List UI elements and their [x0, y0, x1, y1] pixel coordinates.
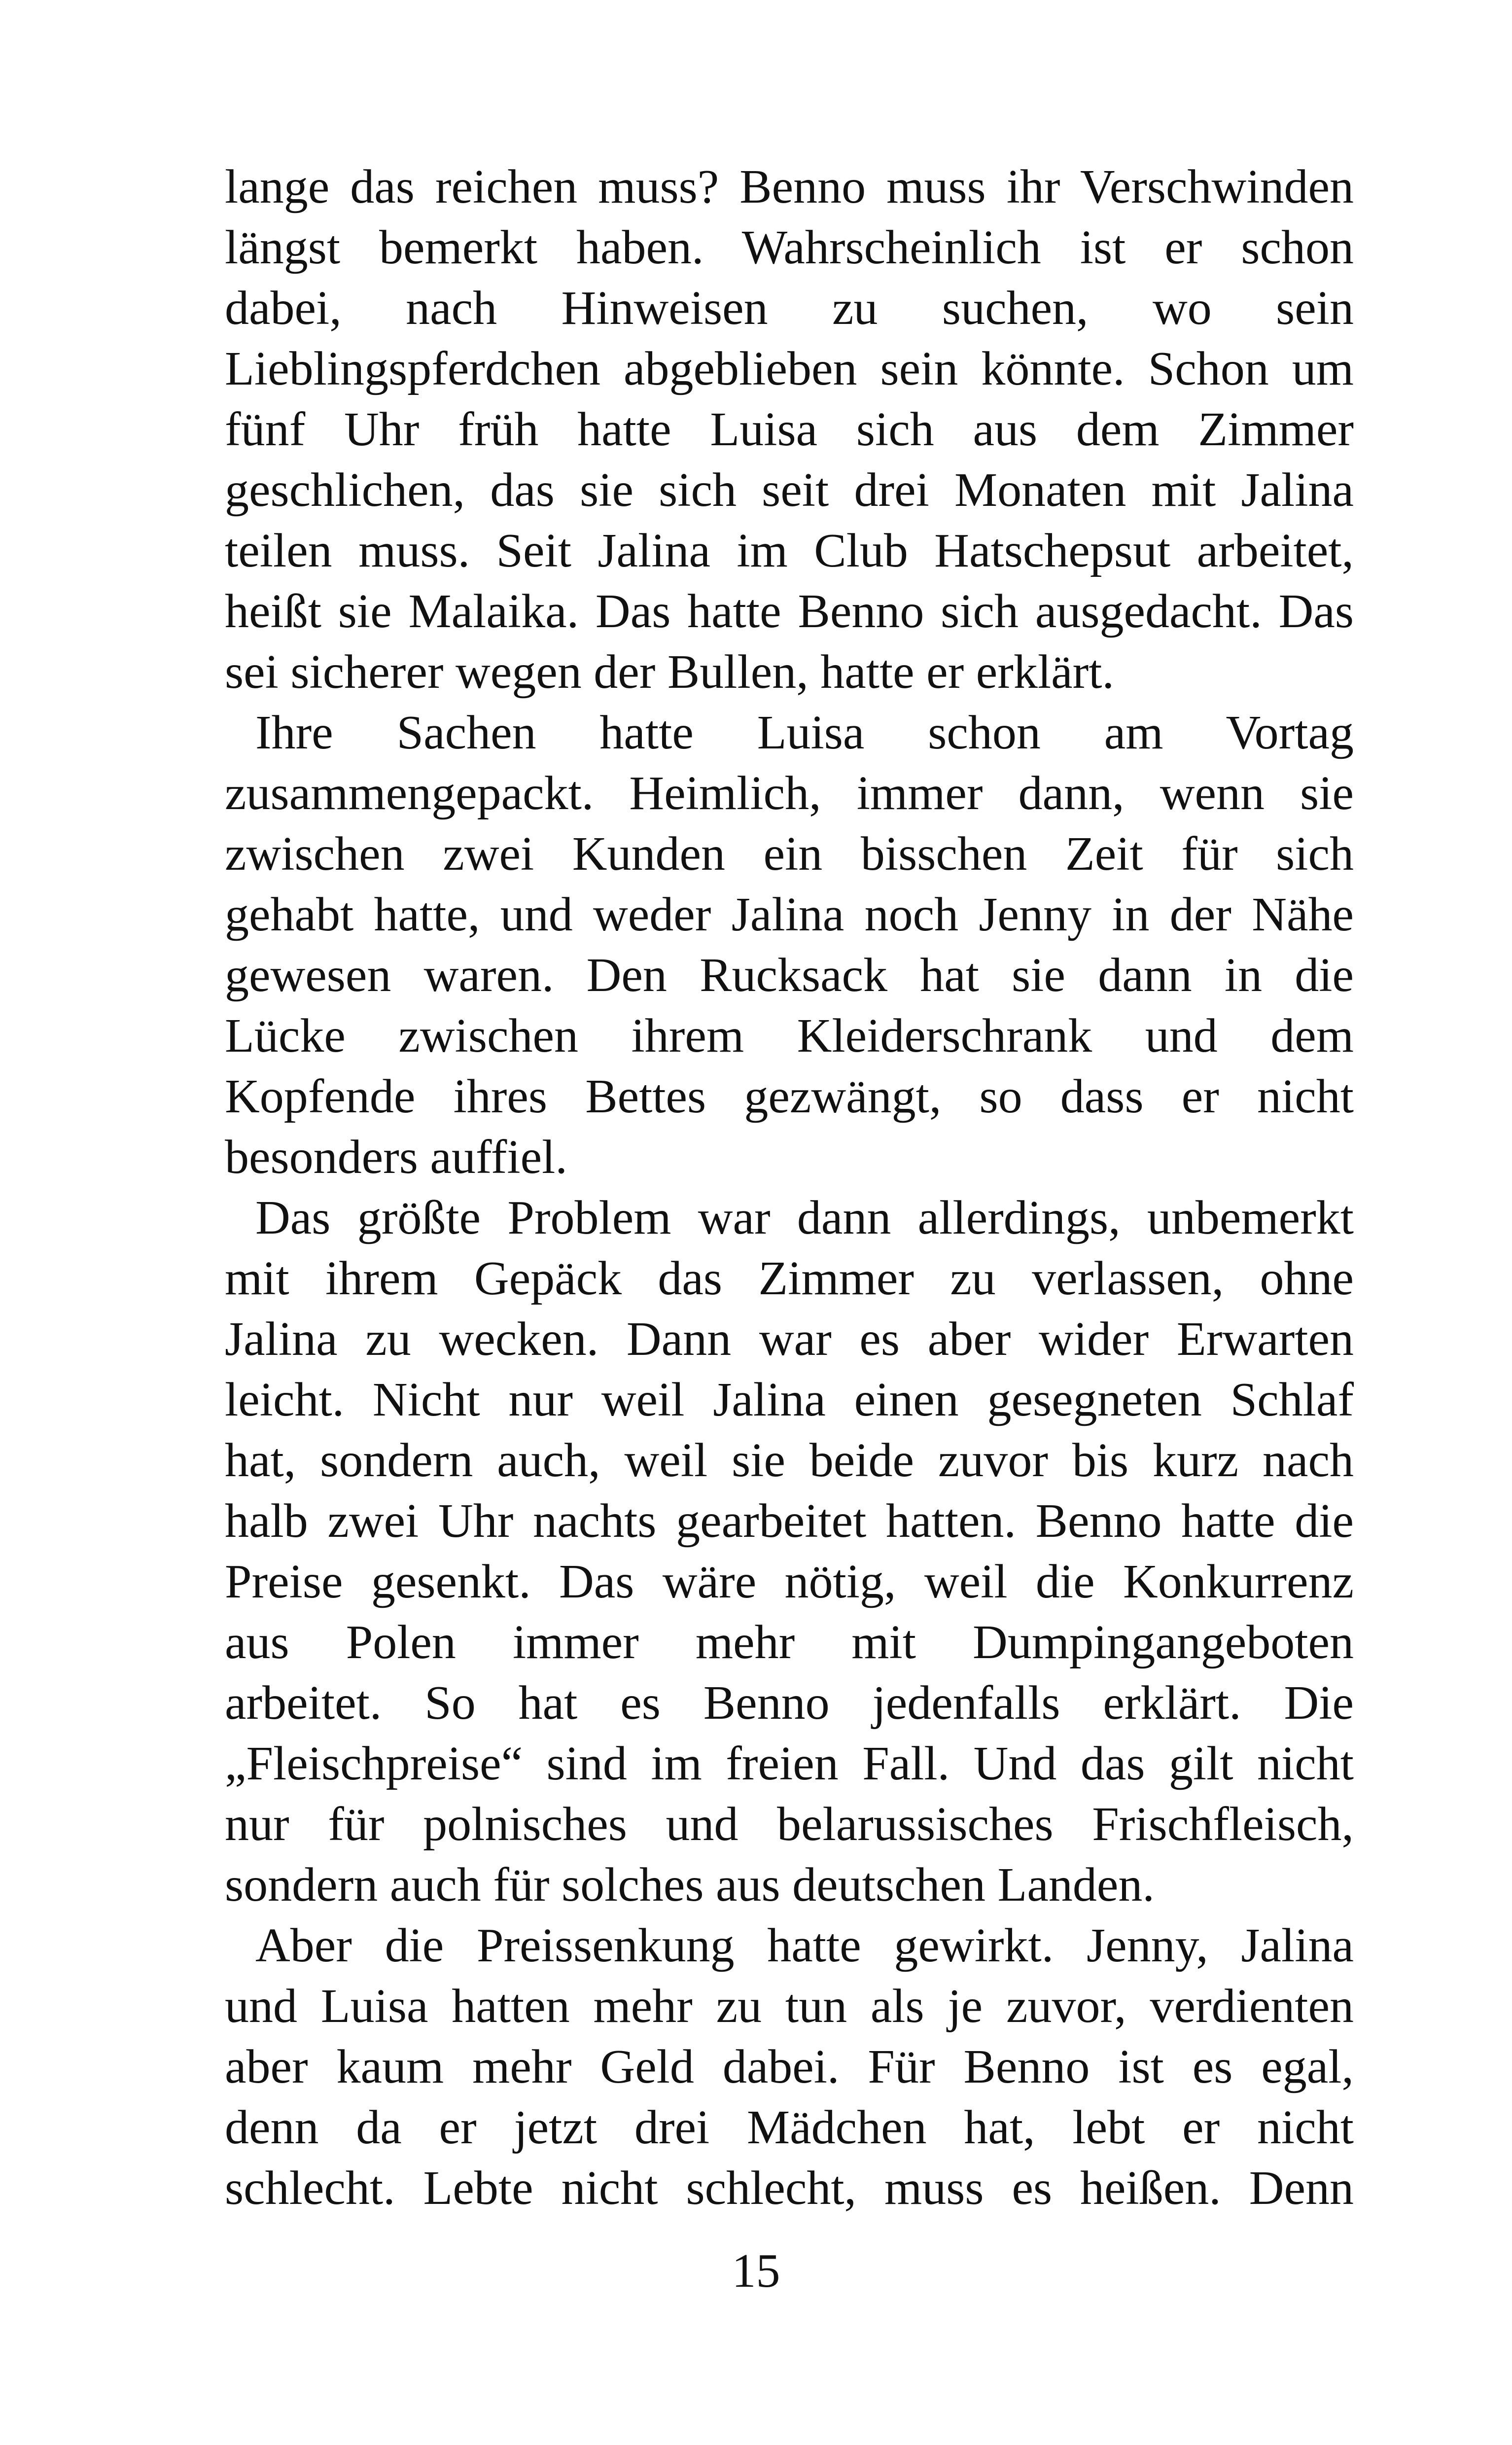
text-line: Jalina zu wecken. Dann war es aber wider Erwarten: [225, 1312, 1354, 1366]
text-line: zwischen zwei Kunden ein bisschen Zeit für sich: [225, 827, 1354, 881]
text-line: gehabt hatte, und weder Jalina noch Jenny in der Nähe: [225, 888, 1354, 941]
text-line: heißt sie Malaika. Das hatte Benno sich ausgedacht. Das: [225, 585, 1354, 638]
text-line: teilen muss. Seit Jalina im Club Hatschepsut arbeitet,: [225, 524, 1354, 577]
text-line: gewesen waren. Den Rucksack hat sie dann in die: [225, 949, 1354, 1002]
paragraph: [225, 703, 1354, 1188]
text-line: aber kaum mehr Geld dabei. Für Benno ist es egal,: [225, 2040, 1354, 2093]
text-line: Preise gesenkt. Das wäre nötig, weil die Konkurrenz: [225, 1555, 1354, 1608]
text-line: und Luisa hatten mehr zu tun als je zuvor, verdienten: [225, 1980, 1354, 2033]
text-line: sei sicherer wegen der Bullen, hatte er erklärt.: [225, 645, 1115, 699]
paragraph: [225, 1188, 1354, 1915]
paragraph: [225, 1915, 1354, 2219]
text-line: denn da er jetzt drei Mädchen hat, lebt er nicht: [225, 2101, 1354, 2154]
text-line: Das größte Problem war dann allerdings, unbemerkt: [255, 1191, 1354, 1244]
text-line: fünf Uhr früh hatte Luisa sich aus dem Zimmer: [225, 403, 1354, 456]
text-line: leicht. Nicht nur weil Jalina einen gesegneten Schlaf: [225, 1373, 1354, 1426]
text-line: arbeitet. So hat es Benno jedenfalls erklärt. Die: [225, 1676, 1354, 1730]
text-line: besonders auffiel.: [225, 1131, 567, 1184]
text-line: „Fleischpreise“ sind im freien Fall. Und das gilt nicht: [225, 1737, 1354, 1790]
text-line: geschlichen, das sie sich seit drei Monaten mit Jalina: [225, 463, 1354, 517]
text-line: dabei, nach Hinweisen zu suchen, wo sein: [225, 282, 1354, 335]
text-line: Lieblingspferdchen abgeblieben sein könnte. Schon um: [225, 342, 1354, 395]
text-line: aus Polen immer mehr mit Dumpingangeboten: [225, 1616, 1354, 1669]
text-line: mit ihrem Gepäck das Zimmer zu verlassen, ohne: [225, 1252, 1354, 1305]
text-line: Kopfende ihres Bettes gezwängt, so dass er nicht: [225, 1070, 1354, 1123]
text-line: längst bemerkt haben. Wahrscheinlich ist er schon: [225, 221, 1354, 274]
body-text: [225, 157, 1354, 2219]
text-line: Lücke zwischen ihrem Kleiderschrank und dem: [225, 1009, 1354, 1063]
text-line: sondern auch für solches aus deutschen Landen.: [225, 1858, 1155, 1912]
text-line: lange das reichen muss? Benno muss ihr Verschwinden: [225, 160, 1354, 213]
text-line: Ihre Sachen hatte Luisa schon am Vortag: [255, 706, 1354, 759]
text-line: zusammengepackt. Heimlich, immer dann, wenn sie: [225, 767, 1354, 820]
text-line: nur für polnisches und belarussisches Frischfleisch,: [225, 1798, 1354, 1851]
paragraph: [225, 157, 1354, 703]
page-number: 15: [732, 2244, 780, 2298]
text-line: schlecht. Lebte nicht schlecht, muss es heißen. Denn: [225, 2162, 1354, 2215]
text-line: hat, sondern auch, weil sie beide zuvor bis kurz nach: [225, 1434, 1354, 1487]
text-line: halb zwei Uhr nachts gearbeitet hatten. Benno hatte die: [225, 1494, 1354, 1548]
text-line: Aber die Preissenkung hatte gewirkt. Jenny, Jalina: [255, 1919, 1354, 1972]
